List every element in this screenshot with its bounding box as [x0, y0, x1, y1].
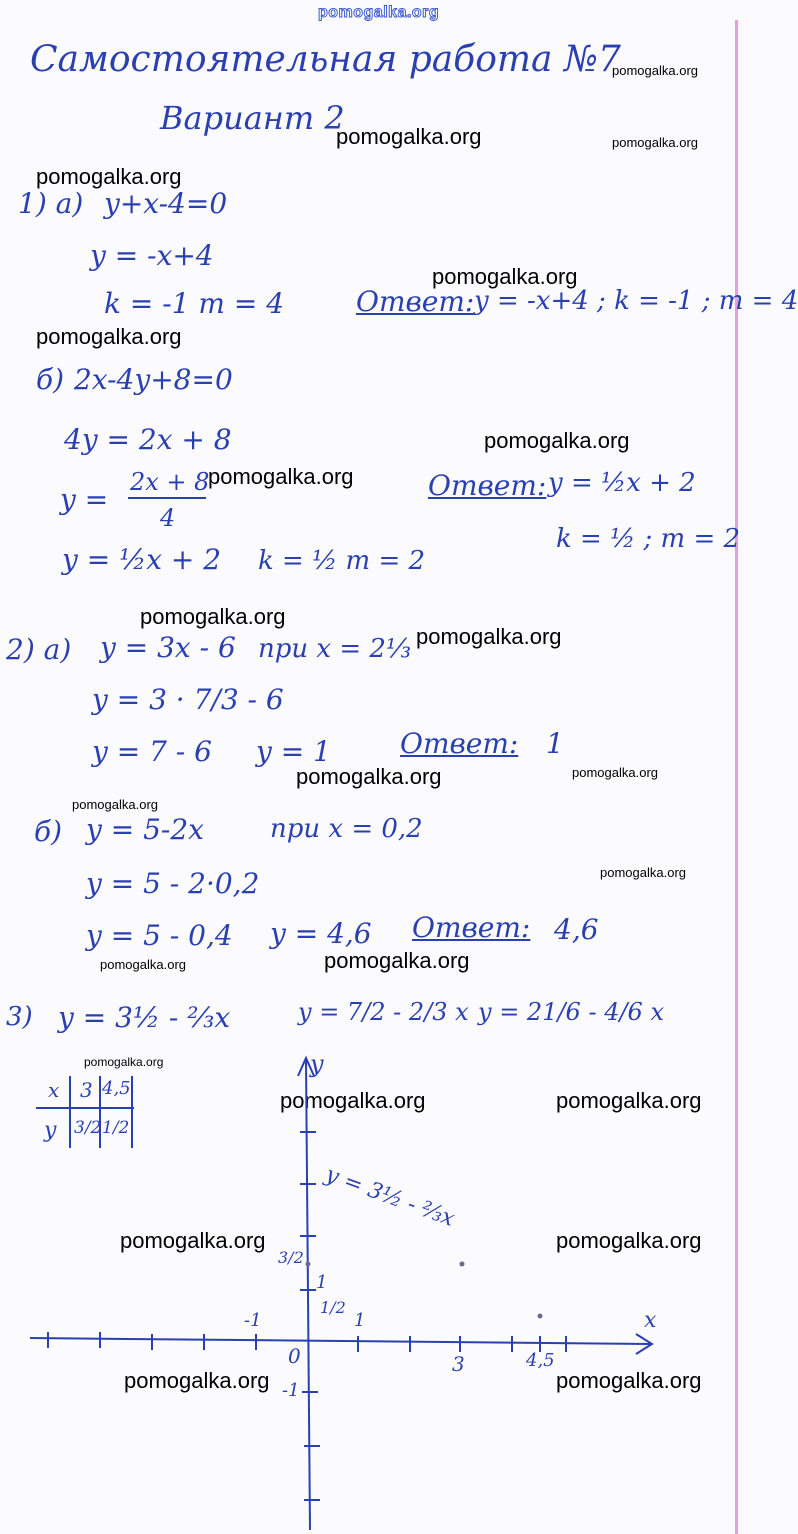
task2b-answer: 4,6: [554, 913, 599, 946]
task1b-answer2: k = ½ ; m = 2: [556, 524, 741, 554]
task2a-line2: y = 3 · 7/3 - 6: [92, 683, 284, 716]
watermark: pomogalka.org: [36, 164, 182, 189]
watermark: pomogalka.org: [280, 1088, 426, 1113]
graph-point: [306, 1262, 311, 1267]
task1b-line2: 4y = 2x + 8: [64, 423, 232, 456]
task1b-fraction-denominator: 4: [160, 504, 176, 532]
graph-tick-y12: 1/2: [320, 1298, 346, 1317]
table-header-x: x: [48, 1078, 60, 1102]
task3-equation1: y = 3½ - ⅔x: [58, 1001, 231, 1034]
task2b-label: б): [34, 815, 63, 848]
task2a-condition: при x = 2⅓: [258, 634, 412, 664]
watermark: pomogalka.org: [84, 1055, 164, 1069]
table-row-y: y: [44, 1118, 57, 1143]
task3-equation3: y = 21/6 - 4/6 x: [478, 998, 664, 1026]
task2b-answer-label: Ответ:: [412, 911, 531, 944]
watermark: pomogalka.org: [484, 428, 630, 453]
watermark: pomogalka.org: [416, 624, 562, 649]
watermark: pomogalka.org: [72, 797, 158, 812]
watermark: pomogalka.org: [336, 124, 482, 149]
task1a-equation: y+x-4=0: [104, 187, 228, 220]
watermark: pomogalka.org: [324, 948, 470, 973]
watermark: pomogalka.org: [556, 1088, 702, 1113]
task1a-answer: y = -x+4 ; k = -1 ; m = 4: [474, 286, 798, 316]
task1b-equation: 2x-4y+8=0: [74, 363, 233, 396]
graph-tick-xm1: -1: [244, 1310, 262, 1331]
watermark: pomogalka.org: [124, 1368, 270, 1393]
task2a-answer: 1: [546, 727, 564, 760]
task2a-label: 2) а): [6, 633, 72, 666]
task1a-line2: y = -x+4: [90, 239, 214, 272]
task1b-fraction-numerator: 2x + 8: [130, 468, 210, 496]
graph-line-label: y = 3½ - ⅔x: [322, 1162, 458, 1232]
graph-tick-y32: 3/2: [278, 1248, 304, 1267]
task2b-line3: y = 5 - 0,4: [86, 919, 233, 952]
watermark: pomogalka.org: [572, 765, 658, 780]
table-header-3: 3: [80, 1078, 93, 1102]
task2b-line2: y = 5 - 2·0,2: [86, 867, 260, 900]
task3-equation2: y = 7/2 - 2/3 x: [298, 998, 469, 1026]
task3-label: 3): [6, 1002, 33, 1032]
x-axis: [30, 1338, 650, 1344]
task1b-answer1: y = ½x + 2: [548, 468, 696, 498]
graph-point: [538, 1314, 543, 1319]
table-header-45: 4,5: [102, 1078, 131, 1099]
table-cell-y45: 1/2: [102, 1118, 130, 1138]
task1b-line3-lhs: y =: [60, 483, 109, 516]
graph-x-axis-label: x: [644, 1308, 657, 1333]
task1a-line3: k = -1 m = 4: [104, 287, 285, 320]
watermark: pomogalka.org: [556, 1228, 702, 1253]
watermark: pomogalka.org: [208, 464, 354, 489]
watermark: pomogalka.org: [100, 957, 186, 972]
graph-tick-ym1: -1: [282, 1380, 300, 1401]
task2b-equation: y = 5-2x: [86, 813, 204, 846]
watermark: pomogalka.org: [612, 63, 698, 78]
graph-tick-x1: 1: [354, 1310, 366, 1331]
graph-origin: 0: [288, 1344, 301, 1368]
watermark: pomogalka.org: [140, 604, 286, 629]
watermark: pomogalka.org: [296, 764, 442, 789]
task1a-label: 1) а): [18, 187, 84, 220]
task2a-line3: y = 7 - 6: [92, 735, 212, 768]
task2a-line3b: y = 1: [256, 735, 331, 768]
task2b-line3b: y = 4,6: [270, 917, 372, 950]
graph-tick-x3: 3: [452, 1352, 465, 1376]
task1a-answer-label: Ответ:: [356, 285, 475, 318]
task2a-equation: y = 3x - 6: [100, 631, 236, 664]
watermark: pomogalka.org: [432, 264, 578, 289]
table-cell-y3: 3/2: [74, 1118, 102, 1138]
task1b-label: б): [36, 363, 65, 396]
watermark-top: pomogalka.org: [318, 4, 440, 21]
task1b-answer-label: Ответ:: [428, 469, 547, 502]
task1b-line4: y = ½x + 2: [62, 543, 222, 576]
watermark: pomogalka.org: [36, 324, 182, 349]
graph-tick-y1: 1: [316, 1272, 328, 1293]
watermark: pomogalka.org: [612, 135, 698, 150]
title: Самостоятельная работа №7: [30, 39, 621, 80]
watermark: pomogalka.org: [120, 1228, 266, 1253]
graph-tick-x45: 4,5: [526, 1350, 555, 1371]
task2b-condition: при x = 0,2: [270, 814, 423, 844]
variant: Вариант 2: [160, 99, 345, 137]
watermark: pomogalka.org: [556, 1368, 702, 1393]
graph-point: [460, 1262, 465, 1267]
task1b-line4-k: k = ½ m = 2: [258, 546, 426, 576]
graph-y-axis-label: y: [310, 1050, 324, 1078]
y-axis: [306, 1060, 310, 1530]
watermark: pomogalka.org: [600, 865, 686, 880]
task2a-answer-label: Ответ:: [400, 727, 519, 760]
